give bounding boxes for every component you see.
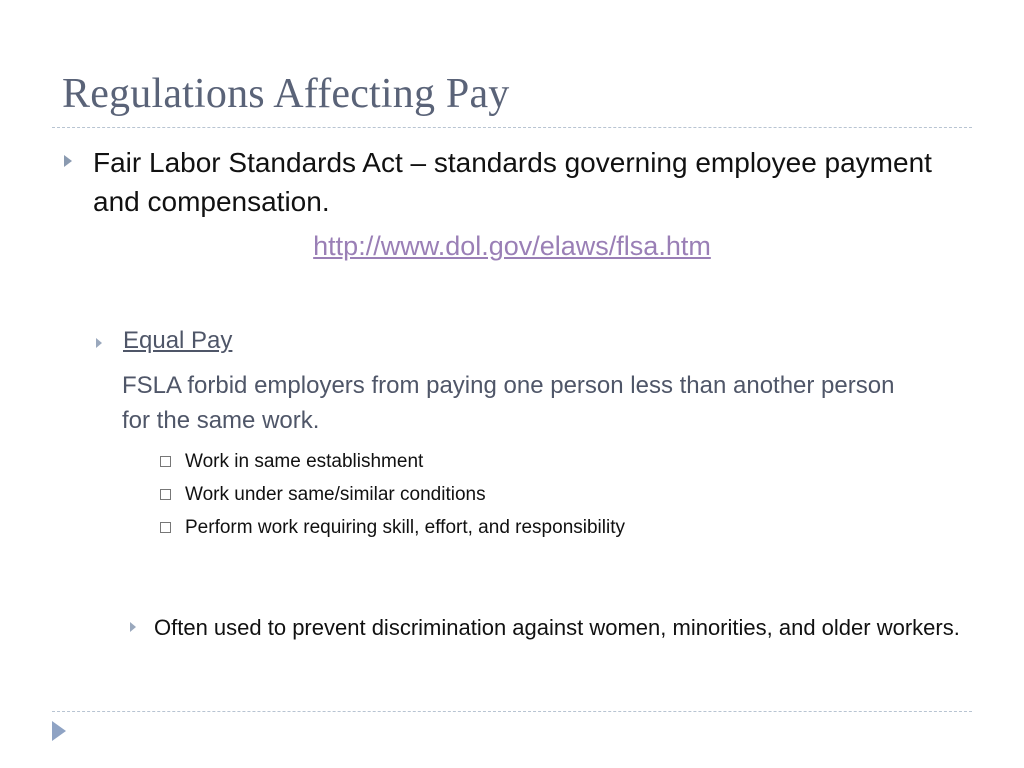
- checkbox-bullet-icon: [160, 456, 171, 467]
- criteria-text: Perform work requiring skill, effort, and responsibility: [185, 516, 625, 538]
- criteria-list: [160, 445, 625, 544]
- criteria-item: [160, 478, 625, 511]
- flsa-link[interactable]: http://www.dol.gov/elaws/flsa.htm: [313, 231, 711, 261]
- bullet-arrow-icon: [64, 155, 72, 167]
- bullet-fair-labor-standards-act: Fair Labor Standards Act – standards governing employee payment and compensation.: [93, 147, 932, 217]
- equal-pay-heading: Equal Pay: [123, 327, 233, 354]
- sub-bullet-arrow-icon: [96, 338, 102, 348]
- equal-pay-description: FSLA forbid employers from paying one person less than another person for the same work.: [122, 372, 895, 434]
- bottom-divider: [52, 711, 972, 712]
- slide-title: Regulations Affecting Pay: [62, 71, 510, 117]
- sub-bullet-arrow-icon: [130, 622, 136, 632]
- criteria-text: Work in same establishment: [185, 450, 424, 472]
- discrimination-note: Often used to prevent discrimination against women, minorities, and older workers.: [154, 615, 960, 640]
- next-slide-arrow-icon[interactable]: [52, 721, 66, 741]
- criteria-text: Work under same/similar conditions: [185, 483, 486, 505]
- criteria-item: [160, 445, 625, 478]
- top-divider: [52, 127, 972, 128]
- checkbox-bullet-icon: [160, 522, 171, 533]
- criteria-item: [160, 511, 625, 544]
- checkbox-bullet-icon: [160, 489, 171, 500]
